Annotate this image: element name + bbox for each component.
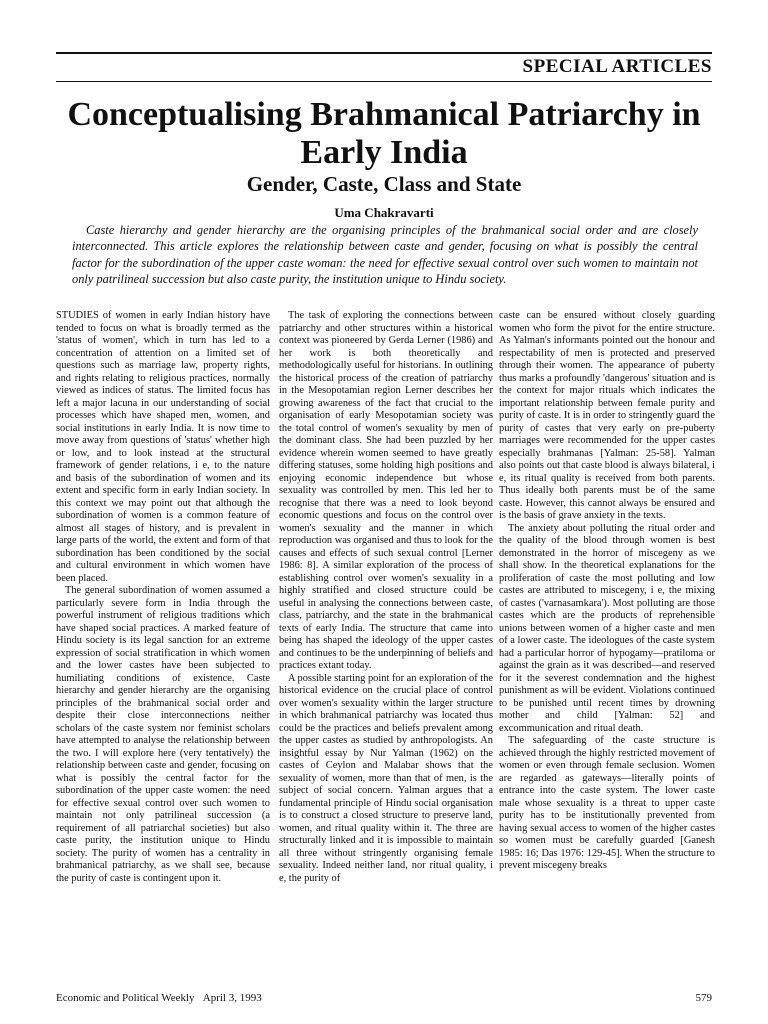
text-column-3 xyxy=(499,310,715,970)
paragraph: STUDIES of women in early Indian history have tended to focus on what is broadly termed as the 'status of women', which in turn has led to a concentration of attention on a limited set of questions such as marriage law, property rights, and rights relating to religious practices, normally viewed as indices of status. The limited focus has left a major lacuna in our understanding of social processes which have shaped men, women, and social institutions in early India. It is now time to move away from questions of 'status' whether high or low, and to look instead at the structural framework of gender relations, i e, to the nature and basis of the subordination of women and its extent and specific form in early Indian society. In this context we may point out that although the subordination of women is a common feature of almost all stages of history, and is prevalent in large parts of the world, the extent and form of that subordination has been conditioned by the social and cultural environment in which women have been placed. xyxy=(56,310,270,584)
paragraph: The anxiety about polluting the ritual order and the quality of the blood through women is best demonstrated in the horror of miscegeny as we shall show. In the theoretical explanations for the proliferation of caste the most polluting and low castes are attributed to miscegeny, i e, the mixing of castes ('varnasamkara'). Most polluting are those castes which are the products of reprehensible unions between women of a higher caste and men of a lower caste. The ideologues of the caste system had a particular horror of hypogamy—pratiloma or against the grain as it was described—and reserved for it the severest condemnation and the highest punishment as will be evident. Violations continued to be punished until recent times by drowning mother and child [Yalman: 52] and excommunication and ritual death. xyxy=(499,522,715,734)
journal-name: Economic and Political Weekly xyxy=(56,992,195,1004)
footer-citation xyxy=(56,992,262,1004)
text-column-2 xyxy=(279,310,493,970)
paragraph: The general subordination of women assumed a particularly severe form in India through the powerful instrument of religious traditions which have shaped social practices. A marked feature of Hindu society is its legal sanction for an extreme expression of social stratification in which women and the lower castes have been subjected to humiliating conditions of existence. Caste hierarchy and gender hierarchy are the organising principles of the brahmanical social order and despite their close interconnections neither scholars of the caste system nor feminist scholars have attempted to analyse the relationship between the two. I will explore here (very tentatively) the relationship between caste and gender, focusing on what is possibly the central factor for the subordination of the upper caste women: the need for effective sexual control over such women to maintain not only patrilineal succession (a requirement of all patriarchal societies) but also caste purity, the institution unique to Hindu society. The purity of women has a centrality in brahmanical patriarchy, as we shall see, because the purity of caste is contingent upon it. xyxy=(56,585,270,884)
paragraph: The task of exploring the connections between patriarchy and other structures within a historical context was pioneered by Gerda Lerner (1986) and her work is both theoretically and methodologically useful for historians. In outlining the historical process of the creation of patriarchy in the Mesopotamian region Lerner describes her growing awareness of the fact that crucial to the organisation of early Mesopotamian society was the total control of women's sexuality by men of the dominant class. She had been puzzled by her evidence wherein women seemed to have greatly differing statuses, some holding high positions and enjoying economic independence but whose sexuality was controlled by men. This led her to recognise that there was a need to look beyond economic questions and focus on the control over women's sexuality and the manner in which reproduction was organised and thus to look for the causes and effects of such sexual control [Lerner 1986: 8]. A similar exploration of the process of establishing control over women's sexuality in a highly stratified and closed structure could be useful in analysing the connections between caste, class, patriarchy, and the state in the brahmanical texts of early India. The structure that came into being has shaped the ideology of the upper castes and continues to be the underpinning of beliefs and practices extant today. xyxy=(279,310,493,671)
article-subtitle: Gender, Caste, Class and State xyxy=(246,172,522,196)
article-title: Conceptualising Brahmanical Patriarchy in Early India xyxy=(67,96,701,171)
paragraph: caste can be ensured without closely guarding women who form the pivot for the entire structure. As Yalman's informants pointed out the honour and respectability of men is protected and preserved through their women. The appearance of puberty thus marks a profoundly 'dangerous' situation and is the context for major rituals which indicates the important relationship between female purity and purity of caste. It is in order to stringently guard the purity of castes that very early on pre-puberty marriages were recommended for the upper castes especially brahmanas [Yalman: 25-58]. Yalman also points out that caste blood is always bilateral, i e, its ritual quality is received from both parents. Thus ideally both parents must be of the same caste. However, this cannot always be ensured and is the basis of grave anxiety in the texts. xyxy=(499,310,715,521)
top-rule xyxy=(56,52,712,54)
article-abstract: Caste hierarchy and gender hierarchy are the organising principles of the brahmanical social order and are closely interconnected. This article explores the relationship between caste and gender, focusing on what is possibly the central factor for the subordination of the upper caste woman: the need for effective sexual control over such women to maintain not only patrilineal succession but also caste purity, the institution unique to Hindu society. xyxy=(72,223,698,287)
section-rule xyxy=(56,81,712,82)
paragraph: A possible starting point for an exploration of the historical evidence on the crucial place of control over women's sexuality within the larger structure in which brahmanical patriarchy was located thus could be the practices and beliefs prevalent among the upper castes as studied by anthropologists. An insightful essay by Nur Yalman (1962) on the castes of Ceylon and Malabar shows that the sexuality of women, more than that of men, is the subject of social concern. Yalman argues that a fundamental principle of Hindu social organisation is to construct a closed structure to preserve land, women, and ritual quality within it. The three are structurally linked and it is impossible to maintain all three without stringently organising female sexuality. Indeed neither land, nor ritual quality, i e, the purity of xyxy=(279,672,493,884)
paragraph: The safeguarding of the caste structure is achieved through the highly restricted movement of women or even through female seclusion. Women are regarded as gateways—literally points of entrance into the caste system. The lower caste male whose sexuality is a threat to upper caste purity has to be institutionally prevented from having sexual access to women of the higher castes so women must be carefully guarded [Ganesh 1985: 16; Das 1976: 129-45]. When the structure to prevent miscegeny breaks xyxy=(499,735,715,871)
text-column-1 xyxy=(56,310,270,970)
section-label: SPECIAL ARTICLES xyxy=(522,56,712,77)
issue-date: April 3, 1993 xyxy=(202,992,262,1004)
author-name: Uma Chakravarti xyxy=(334,205,434,220)
page-number: 579 xyxy=(695,992,712,1004)
